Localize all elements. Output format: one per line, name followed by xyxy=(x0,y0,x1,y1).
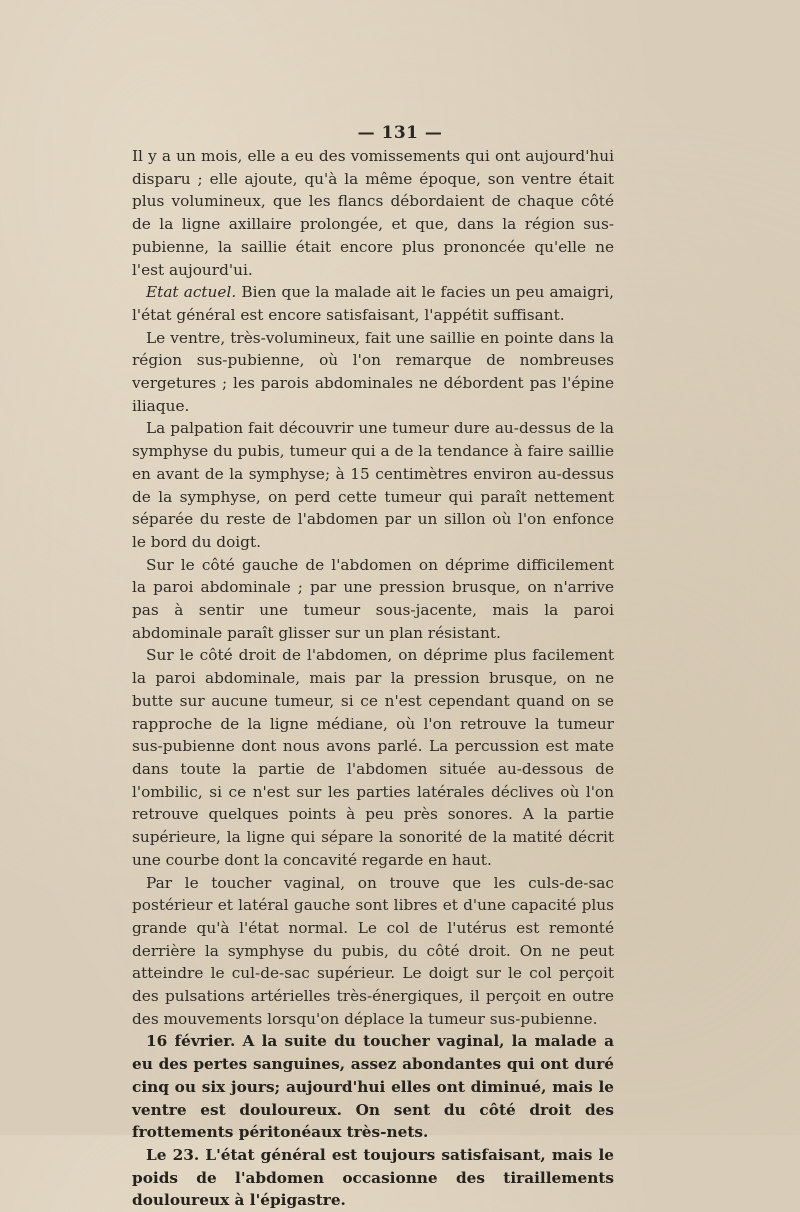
paragraph-3 xyxy=(132,327,614,418)
paragraph-4-text: La palpation fait découvrir une tumeur dure au-dessus de la symphyse du pubis, tumeur qui a de la tendance à faire saillie en avant de la symphyse; à 15 centimètres environ au-dessus de la symphyse, on perd cette tumeur qui paraît nettement séparée du reste de l'abdomen par un sillon où l'on enfonce le bord du doigt. xyxy=(132,419,614,551)
paragraph-4 xyxy=(132,417,614,553)
paragraph-7-text: Par le toucher vaginal, on trouve que les culs-de-sac postérieur et latéral gauche sont libres et d'une capacité plus grande qu'à l'état normal. Le col de l'utérus est remonté derrière la symphyse du pubis, du côté droit. On ne peut atteindre le cul-de-sac supérieur. Le doigt sur le col perçoit des pulsations artérielles très-énergiques, il perçoit en outre des mouvements lorsqu'on déplace la tumeur sus-pubienne. xyxy=(132,873,614,1028)
paragraph-7 xyxy=(132,872,614,1031)
paragraph-6-text: Sur le côté droit de l'abdomen, on déprime plus facilement la paroi abdominale, mais par la pression brusque, on ne butte sur aucune tumeur, si ce n'est cependant quand on se rapproche de la ligne médiane, où l'on retrouve la tumeur sus-pubienne dont nous avons parlé. La percussion est mate dans toute la partie de l'abdomen située au-dessous de l'ombilic, si ce n'est sur les parties latérales déclives où l'on retrouve quelques points à peu près sonores. A la partie supérieure, la ligne qui sépare la sonorité de la matité décrit une courbe dont la concavité regarde en haut. xyxy=(132,646,614,869)
paragraph-5-text: Sur le côté gauche de l'abdomen on déprime difficilement la paroi abdominale ; par une pression brusque, on n'arrive pas à sentir une tumeur sous-jacente, mais la paroi abdominale paraît glisser sur un plan résistant. xyxy=(132,555,614,642)
paragraph-8 xyxy=(132,1030,614,1144)
paragraph-2-text: Bien que la malade ait le facies un peu amaigri, l'état général est encore satisfaisant, l'appétit suffisant. xyxy=(132,283,615,324)
paragraph-8-text: 16 février. A la suite du toucher vaginal, la malade a eu des pertes sanguines, assez abondantes qui ont duré cinq ou six jours; aujourd'hui elles ont diminué, mais le ventre est douloureux. On sent du côté droit des frottements péritonéaux très-nets. xyxy=(132,1032,614,1142)
paragraph-2 xyxy=(132,281,614,326)
paragraph-3-text: Le ventre, très-volumineux, fait une saillie en pointe dans la région sus-pubienne, où l'on remarque de nombreuses vergetures ; les parois abdominales ne débordent pas l'épine iliaque. xyxy=(132,328,614,415)
paragraph-9 xyxy=(132,1144,614,1212)
section-lead-etat-actuel: Etat actuel. xyxy=(146,283,237,302)
body-text xyxy=(132,145,614,1212)
paragraph-9-text: Le 23. L'état général est toujours satisfaisant, mais le poids de l'abdomen occasionne des tiraillements douloureux à l'épigastre. xyxy=(132,1145,614,1210)
paragraph-1-text: Il y a un mois, elle a eu des vomissements qui ont aujourd'hui disparu ; elle ajoute, qu'à la même époque, son ventre était plus volumineux, que les flancs débordaient de chaque côté de la ligne axillaire prolongée, et que, dans la région sus-pubienne, la saillie était encore plus prononcée qu'elle ne l'est aujourd'ui. xyxy=(132,147,614,279)
paragraph-6 xyxy=(132,644,614,871)
paragraph-5 xyxy=(132,554,614,645)
paragraph-1 xyxy=(132,145,614,281)
page-number: — 131 — xyxy=(357,123,443,143)
